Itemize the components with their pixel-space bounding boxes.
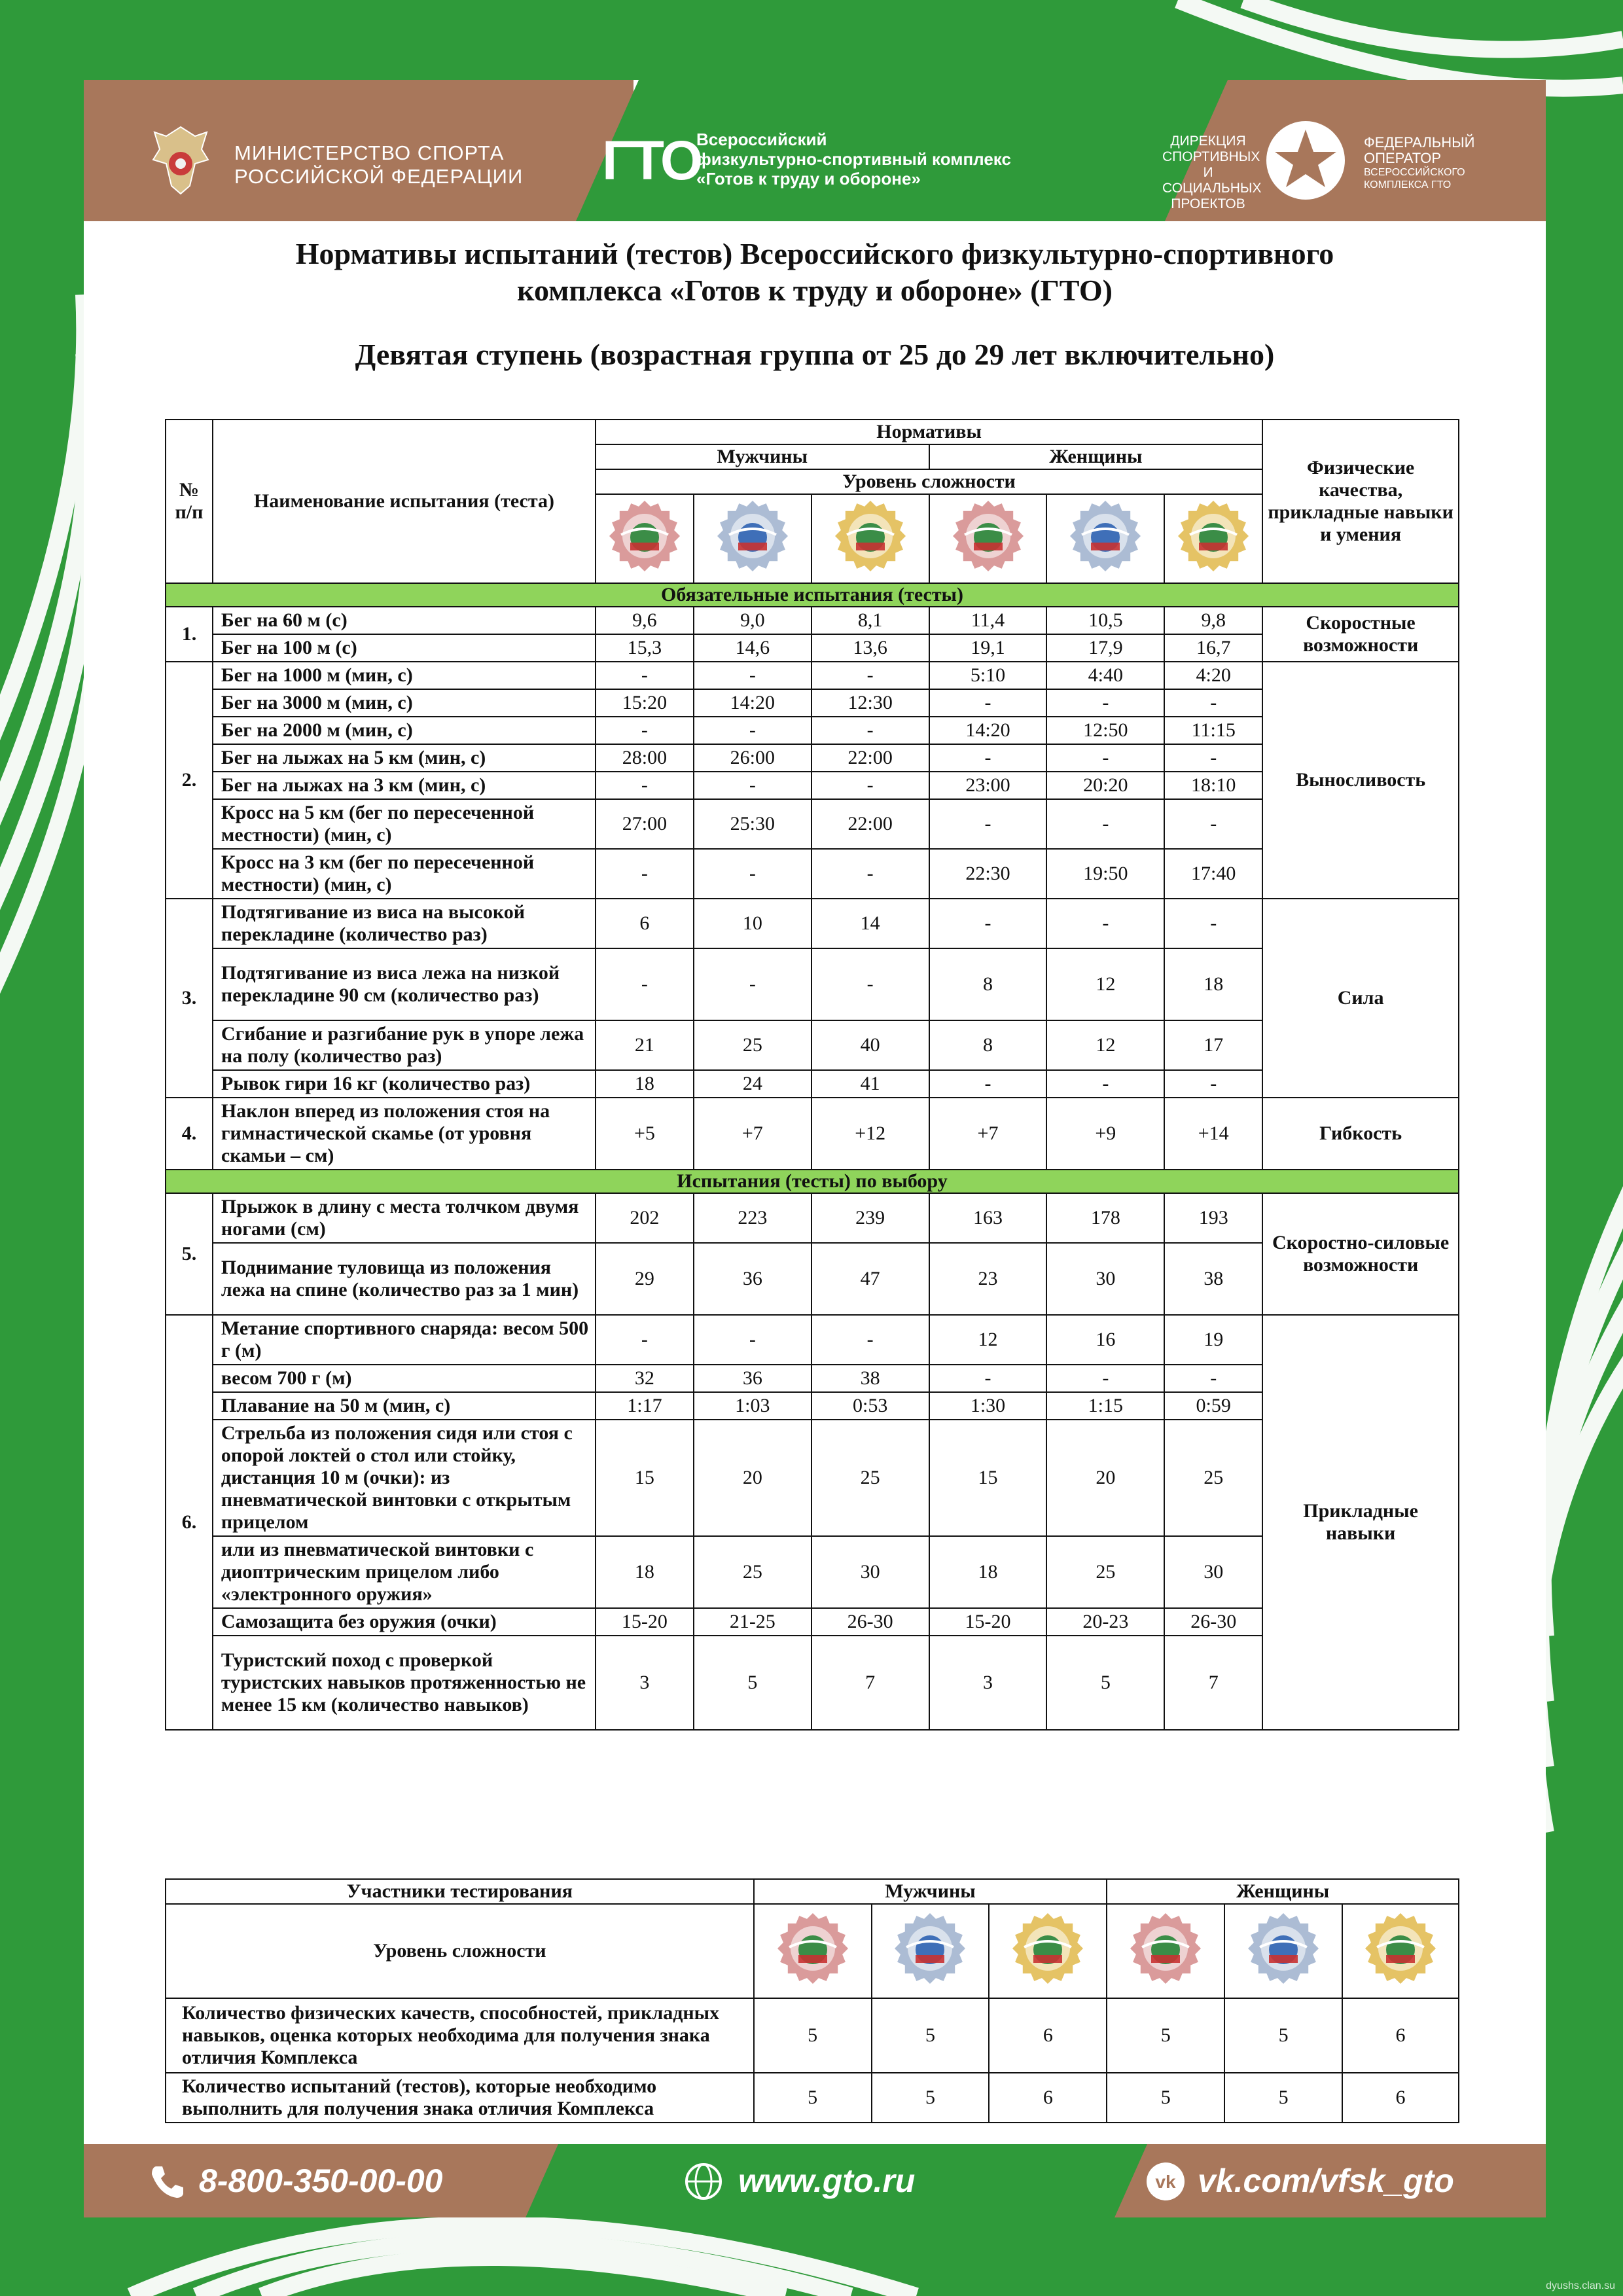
vk-link[interactable]: vk.com/vfsk_gto [1198,2162,1454,2199]
norm-value: - [694,772,812,799]
badge [716,499,789,573]
norm-value: 15-20 [596,1608,694,1636]
norm-value: 8,1 [812,607,929,634]
header-level: Уровень сложности [596,469,1262,494]
test-name: Бег на 1000 м (мин, с) [213,662,596,689]
test-name: Сгибание и разгибание рук в упоре лежа на полу (количество раз) [213,1020,596,1070]
norm-value: 0:53 [812,1392,929,1420]
norm-value: 17,9 [1046,634,1164,662]
norm-value: 3 [929,1636,1047,1730]
badge [1011,1912,1084,1985]
norm-value: 30 [1046,1243,1164,1315]
norm-value: 19:50 [1046,849,1164,899]
norm-value: 17:40 [1164,849,1262,899]
required-count: 5 [1107,1998,1224,2073]
test-name: Кросс на 3 км (бег по пересеченной местности) (мин, с) [213,849,596,899]
norm-value: 36 [694,1243,812,1315]
section-title: Испытания (тесты) по выбору [166,1170,1459,1193]
norm-value: 20:20 [1046,772,1164,799]
badge [1364,1912,1437,1985]
norm-value: 202 [596,1193,694,1243]
header-norms: Нормативы [596,420,1262,444]
website-link[interactable]: www.gto.ru [738,2162,916,2199]
badge-cell [989,1904,1107,1998]
group-number: 1. [166,607,213,662]
norm-value: 15-20 [929,1608,1047,1636]
norm-value: 22:00 [812,799,929,849]
table-row [166,1315,1459,1365]
badge [834,499,907,573]
norm-value: 26-30 [812,1608,929,1636]
gto-badge-icon [1011,1912,1084,1985]
gto-badge-icon [716,499,789,573]
norm-value: 16,7 [1164,634,1262,662]
gto-badge-icon [1364,1912,1437,1985]
page-title: Нормативы испытаний (тестов) Всероссийского физкультурно-спортивного комплекса «Готов к труду и обороне» (ГТО) [295,237,1334,307]
norm-value: - [1164,799,1262,849]
physical-quality: Скоростные возможности [1262,607,1459,662]
badge [1247,1912,1320,1985]
norm-value: 11,4 [929,607,1047,634]
bottom-men: Мужчины [754,1879,1107,1904]
norm-value: 12:50 [1046,717,1164,744]
group-number: 4. [166,1098,213,1170]
test-name: Туристский поход с проверкой туристских навыков протяженностью не менее 15 км (количество навыков) [213,1636,596,1730]
norm-value: - [694,948,812,1020]
norm-value: 23 [929,1243,1047,1315]
norm-value: - [596,772,694,799]
test-name: Плавание на 50 м (мин, с) [213,1392,596,1420]
norm-value: +12 [812,1098,929,1170]
norm-value: +5 [596,1098,694,1170]
test-name: или из пневматической винтовки с диоптрическим прицелом либо «электронного оружия» [213,1536,596,1608]
physical-quality: Выносливость [1262,662,1459,899]
norm-value: 13,6 [812,634,929,662]
norm-value: - [694,849,812,899]
gto-logo: ГТО [602,130,701,191]
test-name: Бег на 60 м (с) [213,607,596,634]
required-count: 6 [1342,1998,1459,2073]
badge [952,499,1025,573]
norm-value: - [812,1315,929,1365]
norm-value: 25 [694,1536,812,1608]
norm-value: 29 [596,1243,694,1315]
norm-value: 15 [929,1420,1047,1536]
norm-value: 4:20 [1164,662,1262,689]
badge-cell [1107,1904,1224,1998]
norm-value: 11:15 [1164,717,1262,744]
norm-value: - [929,689,1047,717]
required-count: 5 [1107,2073,1224,2123]
norm-value: 223 [694,1193,812,1243]
norm-value: 38 [812,1365,929,1392]
norm-value: 18 [929,1536,1047,1608]
norm-value: - [1046,799,1164,849]
level-label: Уровень сложности [166,1904,754,1998]
badge-cell [1164,494,1262,583]
norm-value: 20 [694,1420,812,1536]
test-name: Подтягивание из виса лежа на низкой перекладине 90 см (количество раз) [213,948,596,1020]
norm-value: 30 [1164,1536,1262,1608]
norm-value: - [812,849,929,899]
group-number: 5. [166,1193,213,1315]
norm-value: 18 [1164,948,1262,1020]
norm-value: 26:00 [694,744,812,772]
gto-badge-icon [608,499,681,573]
test-name: Рывок гири 16 кг (количество раз) [213,1070,596,1098]
norm-value: - [596,948,694,1020]
norm-value: 15:20 [596,689,694,717]
norm-value: - [596,662,694,689]
norm-value: 14 [812,899,929,948]
header-men: Мужчины [596,444,929,469]
norm-value: - [929,1070,1047,1098]
norm-value: 19,1 [929,634,1047,662]
norm-value: 1:15 [1046,1392,1164,1420]
test-name: Стрельба из положения сидя или стоя с опорой локтей о стол или стойку, дистанция 10 м (очки): из пневматической винтовки с открытым прицелом [213,1420,596,1536]
gto-badge-icon [1177,499,1250,573]
norm-value: 24 [694,1070,812,1098]
norm-value: 14:20 [694,689,812,717]
section-row [166,1170,1459,1193]
header-num: № п/п [166,420,213,583]
norm-value: 25:30 [694,799,812,849]
required-count: 6 [1342,2073,1459,2123]
norm-value: 22:30 [929,849,1047,899]
header-women: Женщины [929,444,1263,469]
globe-icon [683,2161,724,2202]
norm-value: 47 [812,1243,929,1315]
gto-badge-icon [1069,499,1142,573]
page-subtitle: Девятая ступень (возрастная группа от 25 до 29 лет включительно) [355,338,1275,371]
norm-value: 15,3 [596,634,694,662]
norm-value: 32 [596,1365,694,1392]
norm-value: - [812,717,929,744]
norm-value: 6 [596,899,694,948]
physical-quality: Гибкость [1262,1098,1459,1170]
header-test-name: Наименование испытания (теста) [213,420,596,583]
badge [1129,1912,1202,1985]
hotline-phone[interactable]: 8-800-350-00-00 [199,2162,443,2199]
badge-cell [1046,494,1164,583]
badge-requirements-table [165,1878,1459,2123]
table-row [166,899,1459,948]
gto-badge-icon [893,1912,967,1985]
group-number: 3. [166,899,213,1098]
norm-value: - [1164,689,1262,717]
norm-value: 9,6 [596,607,694,634]
norm-value: 25 [1164,1420,1262,1536]
test-name: Бег на 100 м (с) [213,634,596,662]
norm-value: 5:10 [929,662,1047,689]
section-title: Обязательные испытания (тесты) [166,583,1459,607]
norm-value: +9 [1046,1098,1164,1170]
badge-cell [812,494,929,583]
norm-value: - [1046,1365,1164,1392]
phone-icon [147,2161,187,2202]
norm-value: 7 [812,1636,929,1730]
norm-value: - [929,799,1047,849]
norm-value: - [1164,744,1262,772]
directorate-name: ДИРЕКЦИЯ СПОРТИВНЫХ И СОЦИАЛЬНЫХ ПРОЕКТОВ [1162,134,1262,211]
norm-value: 22:00 [812,744,929,772]
norm-value: - [596,849,694,899]
physical-quality: Прикладные навыки [1262,1315,1459,1730]
table-row [166,662,1459,689]
test-name: Бег на 2000 м (мин, с) [213,717,596,744]
norm-value: 3 [596,1636,694,1730]
norm-value: - [1164,899,1262,948]
norm-value: 21 [596,1020,694,1070]
norm-value: - [1046,689,1164,717]
badge-cell [596,494,694,583]
watermark: dyushs.clan.su [1546,2280,1615,2291]
norm-value: 27:00 [596,799,694,849]
norm-value: - [694,1315,812,1365]
test-name: Поднимание туловища из положения лежа на спине (количество раз за 1 мин) [213,1243,596,1315]
norm-value: 41 [812,1070,929,1098]
norm-value: 38 [1164,1243,1262,1315]
badge [893,1912,967,1985]
badge-cell [929,494,1047,583]
norm-value: 12:30 [812,689,929,717]
physical-quality: Сила [1262,899,1459,1098]
norm-value: 12 [1046,948,1164,1020]
required-count: 6 [989,2073,1107,2123]
test-name: Кросс на 5 км (бег по пересеченной местности) (мин, с) [213,799,596,849]
norm-value: 1:03 [694,1392,812,1420]
norm-value: 15 [596,1420,694,1536]
test-name: Метание спортивного снаряда: весом 500 г (м) [213,1315,596,1365]
norm-value: - [596,717,694,744]
norm-value: 16 [1046,1315,1164,1365]
gto-badge-icon [834,499,907,573]
badge-cell [694,494,812,583]
badge-cell [1224,1904,1342,1998]
badge-cell [872,1904,990,1998]
norm-value: 40 [812,1020,929,1070]
qualities-count-label: Количество физических качеств, способностей, прикладных навыков, оценка которых необходима для получения знака отличия Комплекса [166,1998,754,2073]
norm-value: +14 [1164,1098,1262,1170]
required-count: 5 [1224,1998,1342,2073]
required-count: 5 [872,2073,990,2123]
coat-of-arms-icon [149,120,212,199]
required-count: 5 [872,1998,990,2073]
norm-value: 12 [929,1315,1047,1365]
norm-value: - [929,1365,1047,1392]
test-name: Прыжок в длину с места толчком двумя ногами (см) [213,1193,596,1243]
norm-value: - [812,772,929,799]
test-name: Подтягивание из виса на высокой перекладине (количество раз) [213,899,596,948]
badge [776,1912,849,1985]
norm-value: 5 [694,1636,812,1730]
norm-value: - [694,662,812,689]
norm-value: 10,5 [1046,607,1164,634]
test-name: Бег на 3000 м (мин, с) [213,689,596,717]
gto-badge-icon [1247,1912,1320,1985]
norm-value: 1:17 [596,1392,694,1420]
header-band [84,80,1546,221]
norm-value: 1:30 [929,1392,1047,1420]
gto-badge-icon [776,1912,849,1985]
norm-value: 25 [694,1020,812,1070]
norm-value: 26-30 [1164,1608,1262,1636]
norm-value: 239 [812,1193,929,1243]
norm-value: - [1046,899,1164,948]
gto-badge-icon [952,499,1025,573]
norm-value: 30 [812,1536,929,1608]
norm-value: 12 [1046,1020,1164,1070]
norm-value: +7 [694,1098,812,1170]
norm-value: 18 [596,1070,694,1098]
norm-value: - [929,744,1047,772]
norms-table [165,419,1459,1731]
federal-operator-name: ФЕДЕРАЛЬНЫЙ ОПЕРАТОР ВСЕРОССИЙСКОГО КОМПЛЕКСА ГТО [1364,134,1475,190]
norm-value: 25 [1046,1536,1164,1608]
test-name: Бег на лыжах на 5 км (мин, с) [213,744,596,772]
section-row [166,583,1459,607]
norm-value: - [812,948,929,1020]
tests-count-label: Количество испытаний (тестов), которые необходимо выполнить для получения знака отличия Комплекса [166,2073,754,2123]
bottom-women: Женщины [1107,1879,1459,1904]
norm-value: - [1046,1070,1164,1098]
badge-cell [1342,1904,1459,1998]
norm-value: 28:00 [596,744,694,772]
test-name: Бег на лыжах на 3 км (мин, с) [213,772,596,799]
test-name: весом 700 г (м) [213,1365,596,1392]
norm-value: 19 [1164,1315,1262,1365]
group-number: 2. [166,662,213,899]
norm-value: 178 [1046,1193,1164,1243]
star-emblem-icon [1263,118,1348,203]
svg-text:vk: vk [1155,2172,1176,2192]
norm-value: 18 [596,1536,694,1608]
norm-value: - [1046,744,1164,772]
norm-value: 9,8 [1164,607,1262,634]
norm-value: 25 [812,1420,929,1536]
required-count: 6 [989,1998,1107,2073]
norm-value: 8 [929,948,1047,1020]
norm-value: 17 [1164,1020,1262,1070]
norm-value: 9,0 [694,607,812,634]
gto-badge-icon [1129,1912,1202,1985]
norm-value: 20 [1046,1420,1164,1536]
required-count: 5 [754,1998,872,2073]
norm-value: 4:40 [1046,662,1164,689]
norm-value: +7 [929,1098,1047,1170]
gto-complex-name: Всероссийский физкультурно-спортивный комплекс «Готов к труду и обороне» [696,130,1011,188]
badge [1069,499,1142,573]
norm-value: - [596,1315,694,1365]
norm-value: - [1164,1070,1262,1098]
norm-value: - [1164,1365,1262,1392]
norm-value: - [812,662,929,689]
norm-value: 7 [1164,1636,1262,1730]
test-name: Наклон вперед из положения стоя на гимнастической скамье (от уровня скамьи – см) [213,1098,596,1170]
badge [608,499,681,573]
required-count: 5 [1224,2073,1342,2123]
table-row [166,1098,1459,1170]
norm-value: - [694,717,812,744]
table-row [166,1193,1459,1243]
badge-cell [754,1904,872,1998]
group-number: 6. [166,1315,213,1730]
norm-value: 10 [694,899,812,948]
norm-value: 20-23 [1046,1608,1164,1636]
required-count: 5 [754,2073,872,2123]
table-row [166,607,1459,634]
participants-label: Участники тестирования [166,1879,754,1904]
norm-value: 193 [1164,1193,1262,1243]
ministry-name: МИНИСТЕРСТВО СПОРТА РОССИЙСКОЙ ФЕДЕРАЦИИ [234,141,524,188]
norm-value: 14:20 [929,717,1047,744]
badge [1177,499,1250,573]
norm-value: 5 [1046,1636,1164,1730]
norm-value: 0:59 [1164,1392,1262,1420]
footer-band [84,2144,1546,2217]
physical-quality: Скоростно-силовые возможности [1262,1193,1459,1315]
norm-value: 23:00 [929,772,1047,799]
norm-value: 21-25 [694,1608,812,1636]
norm-value: 36 [694,1365,812,1392]
vk-icon [1145,2161,1186,2202]
test-name: Самозащита без оружия (очки) [213,1608,596,1636]
norm-value: 18:10 [1164,772,1262,799]
norm-value: - [929,899,1047,948]
norm-value: 163 [929,1193,1047,1243]
norm-value: 8 [929,1020,1047,1070]
norm-value: 14,6 [694,634,812,662]
header-qualities: Физические качества, прикладные навыки и умения [1262,420,1459,583]
